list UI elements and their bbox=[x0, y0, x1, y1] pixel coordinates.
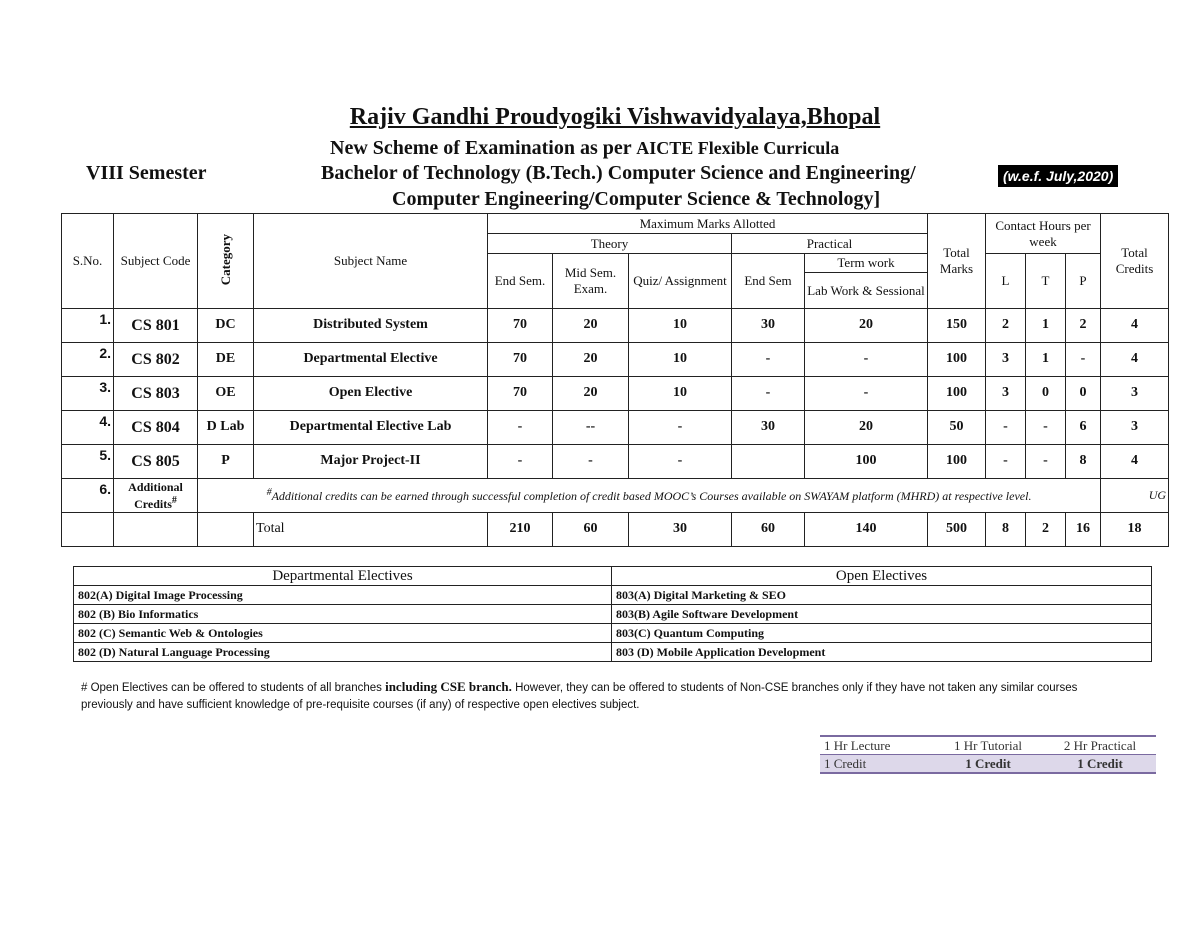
cell-l: 3 bbox=[986, 377, 1026, 411]
header-subject-code: Subject Code bbox=[114, 214, 198, 309]
header-sno: S.No. bbox=[62, 214, 114, 309]
cell-t: - bbox=[1026, 445, 1066, 479]
cell-end-sem-practical: - bbox=[732, 377, 805, 411]
table-row bbox=[62, 445, 1169, 479]
table-row bbox=[62, 309, 1169, 343]
scheme-prefix: New Scheme of Examination as per bbox=[330, 137, 632, 159]
cell-total-marks: 100 bbox=[928, 445, 986, 479]
header-t: T bbox=[1026, 254, 1066, 309]
cell-empty bbox=[114, 513, 198, 547]
note-text: Additional credits can be earned through successful completion of credit based MOOC’s Courses available on SWAYAM platform (MHRD) at respective level. bbox=[271, 489, 1032, 504]
cell-mid-sem: -- bbox=[553, 411, 629, 445]
cell-credits: 3 bbox=[1101, 411, 1169, 445]
additional-credits-row bbox=[62, 479, 1169, 513]
header-theory: Theory bbox=[488, 234, 732, 254]
header-contact-hours: Contact Hours per week bbox=[986, 214, 1101, 254]
total-l: 8 bbox=[986, 513, 1026, 547]
cell-t: - bbox=[1026, 411, 1066, 445]
header-p: P bbox=[1066, 254, 1101, 309]
cell-total-marks: 100 bbox=[928, 343, 986, 377]
cell-end-sem-practical bbox=[732, 445, 805, 479]
header-quiz: Quiz/ Assignment bbox=[629, 254, 732, 309]
table-row bbox=[74, 605, 1152, 624]
legend-lecture: 1 Hr Lecture bbox=[820, 736, 932, 755]
cell-code: CS 803 bbox=[114, 377, 198, 411]
degree-line-2: Computer Engineering/Computer Science & Technology] bbox=[392, 188, 881, 210]
header-l: L bbox=[986, 254, 1026, 309]
legend-tutorial-credit: 1 Credit bbox=[932, 755, 1044, 774]
cell-code: CS 801 bbox=[114, 309, 198, 343]
cell-end-sem: - bbox=[488, 445, 553, 479]
header-practical: Practical bbox=[732, 234, 928, 254]
cell-category: DC bbox=[198, 309, 254, 343]
cell-p: - bbox=[1066, 343, 1101, 377]
departmental-elective: 802 (B) Bio Informatics bbox=[74, 605, 612, 624]
total-quiz: 30 bbox=[629, 513, 732, 547]
open-electives-title: Open Electives bbox=[612, 567, 1152, 586]
table-row bbox=[62, 377, 1169, 411]
cell-sno: 4. bbox=[62, 411, 114, 445]
legend-tutorial: 1 Hr Tutorial bbox=[932, 736, 1044, 755]
header-lab-work: Lab Work & Sessional bbox=[805, 273, 928, 309]
scheme-title bbox=[330, 137, 839, 160]
cell-end-sem: 70 bbox=[488, 377, 553, 411]
cell-total-marks: 100 bbox=[928, 377, 986, 411]
cell-sno: 1. bbox=[62, 309, 114, 343]
cell-p: 0 bbox=[1066, 377, 1101, 411]
table-row bbox=[74, 624, 1152, 643]
electives-table bbox=[73, 566, 1152, 662]
cell-credits: 4 bbox=[1101, 445, 1169, 479]
note-mark: # bbox=[266, 487, 272, 499]
cell-subject-name: Departmental Elective bbox=[254, 343, 488, 377]
table-row bbox=[62, 411, 1169, 445]
open-elective: 803(C) Quantum Computing bbox=[612, 624, 1152, 643]
effective-date-badge: (w.e.f. July,2020) bbox=[998, 165, 1118, 187]
header-subject-name: Subject Name bbox=[254, 214, 488, 309]
header-category bbox=[198, 214, 254, 309]
header-end-sem: End Sem. bbox=[488, 254, 553, 309]
open-electives-note bbox=[81, 678, 1131, 714]
cell-category: D Lab bbox=[198, 411, 254, 445]
departmental-elective: 802 (D) Natural Language Processing bbox=[74, 643, 612, 662]
cell-l: - bbox=[986, 445, 1026, 479]
degree-line-1: Bachelor of Technology (B.Tech.) Computer Science and Engineering/ bbox=[321, 162, 916, 184]
cell-credits: 4 bbox=[1101, 343, 1169, 377]
departmental-elective: 802 (C) Semantic Web & Ontologies bbox=[74, 624, 612, 643]
cell-sno: 3. bbox=[62, 377, 114, 411]
additional-credits-label: Additional Credits bbox=[128, 480, 183, 511]
cell-credits: 4 bbox=[1101, 309, 1169, 343]
header-total-credits: Total Credits bbox=[1101, 214, 1169, 309]
cell-credits: 3 bbox=[1101, 377, 1169, 411]
total-end-sem: 210 bbox=[488, 513, 553, 547]
cell-end-sem: - bbox=[488, 411, 553, 445]
note-prefix: # Open Electives can be offered to students of all branches bbox=[81, 682, 386, 694]
table-row bbox=[74, 586, 1152, 605]
cell-additional-credits bbox=[114, 479, 198, 513]
cell-lab-work: - bbox=[805, 377, 928, 411]
total-lab-work: 140 bbox=[805, 513, 928, 547]
cell-mid-sem: - bbox=[553, 445, 629, 479]
cell-p: 2 bbox=[1066, 309, 1101, 343]
open-elective: 803(B) Agile Software Development bbox=[612, 605, 1152, 624]
additional-credits-mark: # bbox=[171, 494, 177, 506]
university-title: Rajiv Gandhi Proudyogiki Vishwavidyalaya,Bhopal bbox=[349, 104, 881, 130]
cell-t: 1 bbox=[1026, 343, 1066, 377]
semester-label: VIII Semester bbox=[86, 162, 207, 184]
cell-category: P bbox=[198, 445, 254, 479]
cell-t: 1 bbox=[1026, 309, 1066, 343]
cell-code: CS 805 bbox=[114, 445, 198, 479]
cell-ug: UG bbox=[1101, 479, 1169, 513]
cell-subject-name: Major Project-II bbox=[254, 445, 488, 479]
cell-quiz: 10 bbox=[629, 343, 732, 377]
cell-empty bbox=[198, 513, 254, 547]
cell-end-sem: 70 bbox=[488, 343, 553, 377]
legend-practical: 2 Hr Practical bbox=[1044, 736, 1156, 755]
total-end-sem-practical: 60 bbox=[732, 513, 805, 547]
note-suffix: However, they can be offered to students of Non-CSE branches only if they have not taken any similar courses previously and have sufficient knowledge of pre-requisite courses (if any) of respective open electives subject. bbox=[81, 682, 1078, 711]
cell-mid-sem: 20 bbox=[553, 377, 629, 411]
table-row bbox=[62, 343, 1169, 377]
cell-end-sem-practical: 30 bbox=[732, 309, 805, 343]
cell-subject-name: Open Elective bbox=[254, 377, 488, 411]
cell-lab-work: 20 bbox=[805, 411, 928, 445]
cell-subject-name: Departmental Elective Lab bbox=[254, 411, 488, 445]
cell-mid-sem: 20 bbox=[553, 343, 629, 377]
header-total-marks: Total Marks bbox=[928, 214, 986, 309]
cell-subject-name: Distributed System bbox=[254, 309, 488, 343]
cell-code: CS 802 bbox=[114, 343, 198, 377]
cell-quiz: - bbox=[629, 445, 732, 479]
note-bold: including CSE branch. bbox=[385, 679, 512, 694]
legend-lecture-credit: 1 Credit bbox=[820, 755, 932, 774]
cell-lab-work: 100 bbox=[805, 445, 928, 479]
cell-sno: 6. bbox=[62, 479, 114, 513]
cell-quiz: - bbox=[629, 411, 732, 445]
cell-lab-work: 20 bbox=[805, 309, 928, 343]
cell-quiz: 10 bbox=[629, 309, 732, 343]
cell-p: 8 bbox=[1066, 445, 1101, 479]
total-credits: 18 bbox=[1101, 513, 1169, 547]
open-elective: 803(A) Digital Marketing & SEO bbox=[612, 586, 1152, 605]
total-label: Total bbox=[254, 513, 488, 547]
total-marks: 500 bbox=[928, 513, 986, 547]
cell-p: 6 bbox=[1066, 411, 1101, 445]
cell-sno: 2. bbox=[62, 343, 114, 377]
table-row bbox=[74, 643, 1152, 662]
cell-category: DE bbox=[198, 343, 254, 377]
scheme-suffix: AICTE Flexible Curricula bbox=[636, 138, 840, 158]
total-mid-sem: 60 bbox=[553, 513, 629, 547]
header-term-work: Term work bbox=[805, 254, 928, 273]
cell-category: OE bbox=[198, 377, 254, 411]
category-label: Category bbox=[217, 233, 233, 285]
additional-credits-note bbox=[198, 479, 1101, 513]
total-p: 16 bbox=[1066, 513, 1101, 547]
cell-l: - bbox=[986, 411, 1026, 445]
cell-mid-sem: 20 bbox=[553, 309, 629, 343]
cell-t: 0 bbox=[1026, 377, 1066, 411]
cell-code: CS 804 bbox=[114, 411, 198, 445]
header-end-sem-practical: End Sem bbox=[732, 254, 805, 309]
cell-empty bbox=[62, 513, 114, 547]
cell-end-sem-practical: 30 bbox=[732, 411, 805, 445]
total-t: 2 bbox=[1026, 513, 1066, 547]
header-max-marks: Maximum Marks Allotted bbox=[488, 214, 928, 234]
cell-l: 3 bbox=[986, 343, 1026, 377]
total-row bbox=[62, 513, 1169, 547]
credit-legend bbox=[820, 735, 1156, 774]
cell-quiz: 10 bbox=[629, 377, 732, 411]
cell-end-sem-practical: - bbox=[732, 343, 805, 377]
open-elective: 803 (D) Mobile Application Development bbox=[612, 643, 1152, 662]
departmental-elective: 802(A) Digital Image Processing bbox=[74, 586, 612, 605]
scheme-table bbox=[61, 213, 1169, 547]
legend-practical-credit: 1 Credit bbox=[1044, 755, 1156, 774]
header-mid-sem: Mid Sem. Exam. bbox=[553, 254, 629, 309]
cell-total-marks: 50 bbox=[928, 411, 986, 445]
cell-sno: 5. bbox=[62, 445, 114, 479]
departmental-electives-title: Departmental Electives bbox=[74, 567, 612, 586]
cell-total-marks: 150 bbox=[928, 309, 986, 343]
cell-end-sem: 70 bbox=[488, 309, 553, 343]
cell-lab-work: - bbox=[805, 343, 928, 377]
cell-l: 2 bbox=[986, 309, 1026, 343]
